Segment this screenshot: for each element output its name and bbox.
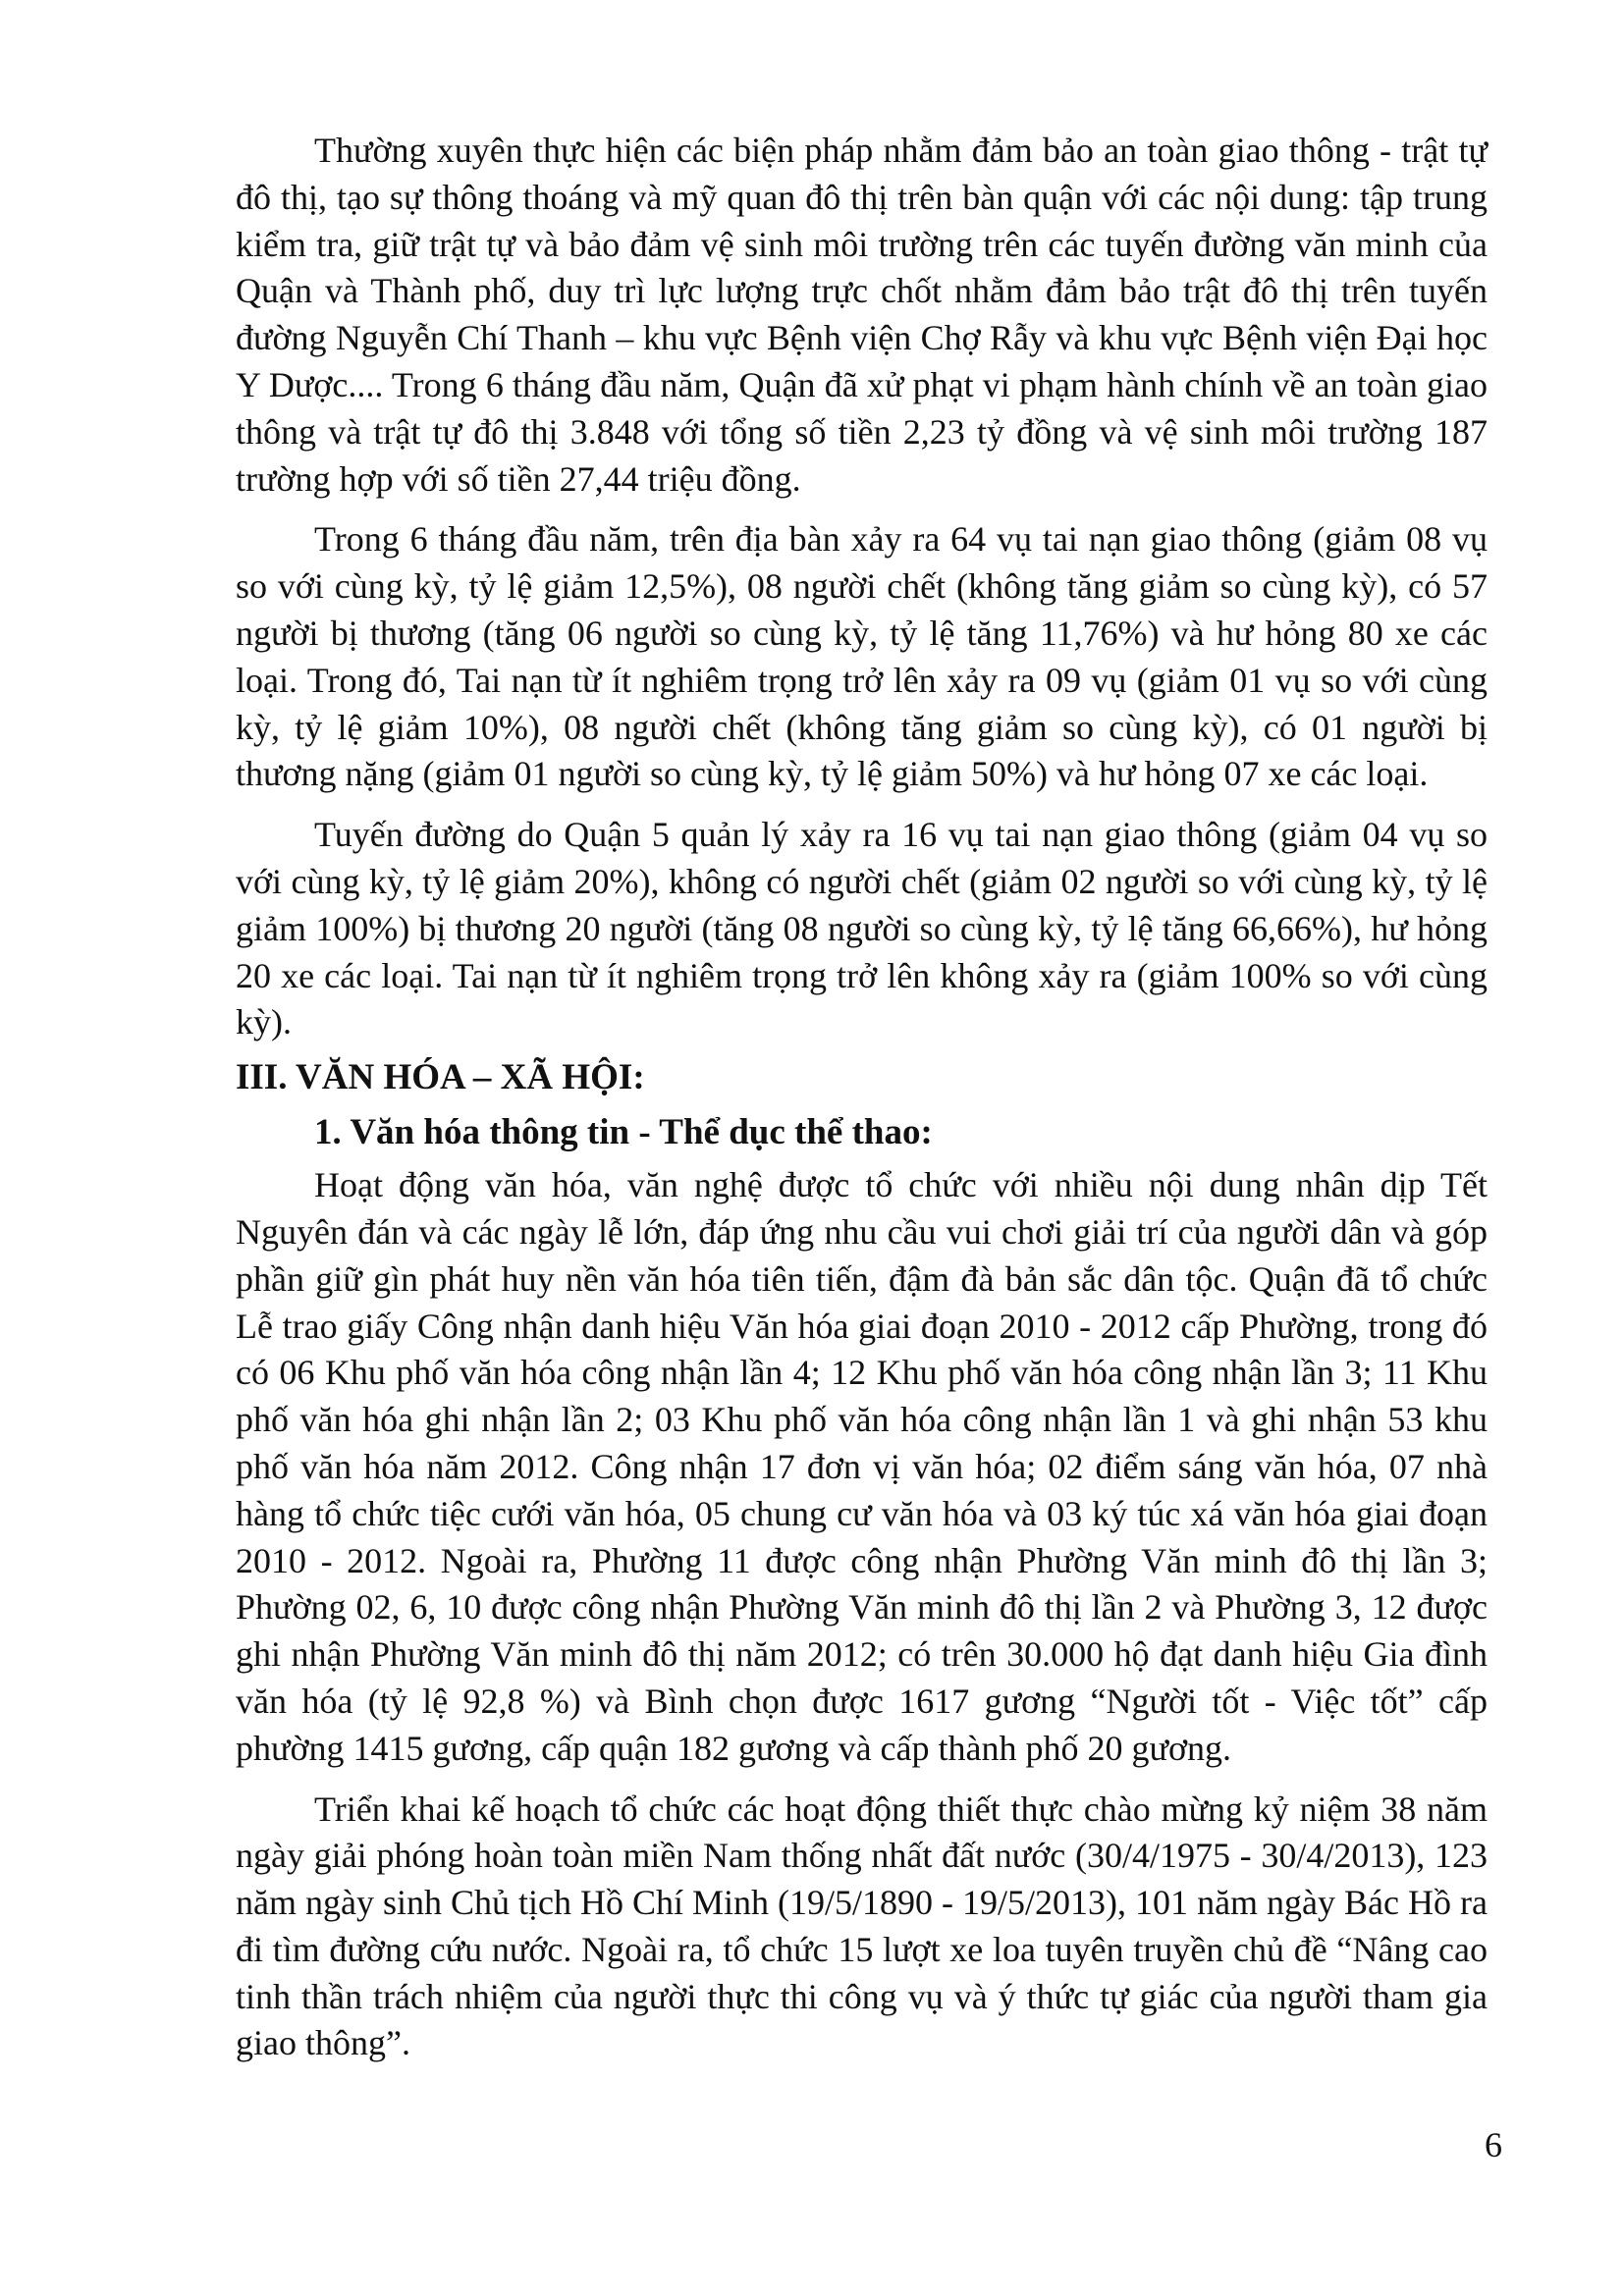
paragraph-anniversary-activities: Triển khai kế hoạch tổ chức các hoạt động thiết thực chào mừng kỷ niệm 38 năm ngày giải phóng hoàn toàn miền Nam thống nhất đất nước (30/4/1975 - 30/4/2013), 123 năm ngày sinh Chủ tịch Hồ Chí Minh (19/5/1890 - 19/5/2013), 101 năm ngày Bác Hồ ra đi tìm đường cứu nước. Ngoài ra, tổ chức 15 lượt xe loa tuyên truyền chủ đề “Nâng cao tinh thần trách nhiệm của người thực thi công vụ và ý thức tự giác của người tham gia giao thông”.	[236, 1789, 1488, 2063]
paragraph-traffic-order: Thường xuyên thực hiện các biện pháp nhằm đảm bảo an toàn giao thông - trật tự đô thị, tạo sự thông thoáng và mỹ quan đô thị trên bàn quận với các nội dung: tập trung kiểm tra, giữ trật tự và bảo đảm vệ sinh môi trường trên các tuyến đường văn minh của Quận và Thành phố, duy trì lực lượng trực chốt nhằm đảm bảo trật đô thị trên tuyến đường Nguyễn Chí Thanh – khu vực Bệnh viện Chợ Rẫy và khu vực Bệnh viện Đại học Y Dược.... Trong 6 tháng đầu năm, Quận đã xử phạt vi phạm hành chính về an toàn giao thông và trật tự đô thị 3.848 với tổng số tiền 2,23 tỷ đồng và vệ sinh môi trường 187 trường hợp với số tiền 27,44 triệu đồng.	[236, 131, 1488, 499]
subsection-heading: 1. Văn hóa thông tin - Thể dục thể thao:	[314, 1112, 933, 1153]
paragraph-traffic-accidents: Trong 6 tháng đầu năm, trên địa bàn xảy ra 64 vụ tai nạn giao thông (giảm 08 vụ so với cùng kỳ, tỷ lệ giảm 12,5%), 08 người chết (không tăng giảm so cùng kỳ), có 57 người bị thương (tăng 06 người so cùng kỳ, tỷ lệ tăng 11,76%) và hư hỏng 80 xe các loại. Trong đó, Tai nạn từ ít nghiêm trọng trở lên xảy ra 09 vụ (giảm 01 vụ so với cùng kỳ, tỷ lệ giảm 10%), 08 người chết (không tăng giảm so cùng kỳ), có 01 người bị thương nặng (giảm 01 người so cùng kỳ, tỷ lệ giảm 50%) và hư hỏng 07 xe các loại.	[236, 519, 1488, 794]
paragraph-district-roads: Tuyến đường do Quận 5 quản lý xảy ra 16 vụ tai nạn giao thông (giảm 04 vụ so với cùng kỳ, tỷ lệ giảm 20%), không có người chết (giảm 02 người so với cùng kỳ, tỷ lệ giảm 100%) bị thương 20 người (tăng 08 người so cùng kỳ, tỷ lệ tăng 66,66%), hư hỏng 20 xe các loại. Tai nạn từ ít nghiêm trọng trở lên không xảy ra (giảm 100% so với cùng kỳ).	[236, 815, 1488, 1042]
paragraph-cultural-activities: Hoạt động văn hóa, văn nghệ được tổ chức với nhiều nội dung nhân dịp Tết Nguyên đán và các ngày lễ lớn, đáp ứng nhu cầu vui chơi giải trí của người dân và góp phần giữ gìn phát huy nền văn hóa tiên tiến, đậm đà bản sắc dân tộc. Quận đã tổ chức Lễ trao giấy Công nhận danh hiệu Văn hóa giai đoạn 2010 - 2012 cấp Phường, trong đó có 06 Khu phố văn hóa công nhận lần 4; 12 Khu phố văn hóa công nhận lần 3; 11 Khu phố văn hóa ghi nhận lần 2; 03 Khu phố văn hóa công nhận lần 1 và ghi nhận 53 khu phố văn hóa năm 2012. Công nhận 17 đơn vị văn hóa; 02 điểm sáng văn hóa, 07 nhà hàng tổ chức tiệc cưới văn hóa, 05 chung cư văn hóa và 03 ký túc xá văn hóa giai đoạn 2010 - 2012. Ngoài ra, Phường 11 được công nhận Phường Văn minh đô thị lần 3; Phường 02, 6, 10 được công nhận Phường Văn minh đô thị lần 2 và Phường 3, 12 được ghi nhận Phường Văn minh đô thị năm 2012; có trên 30.000 hộ đạt danh hiệu Gia đình văn hóa (tỷ lệ 92,8 %) và Bình chọn được 1617 gương “Người tốt - Việc tốt” cấp phường 1415 gương, cấp quận 182 gương và cấp thành phố 20 gương.	[236, 1165, 1488, 1768]
document-page	[236, 128, 1488, 2067]
page-number: 6	[1485, 2125, 1502, 2164]
section-heading: III. VĂN HÓA – XÃ HỘI:	[236, 1057, 645, 1098]
